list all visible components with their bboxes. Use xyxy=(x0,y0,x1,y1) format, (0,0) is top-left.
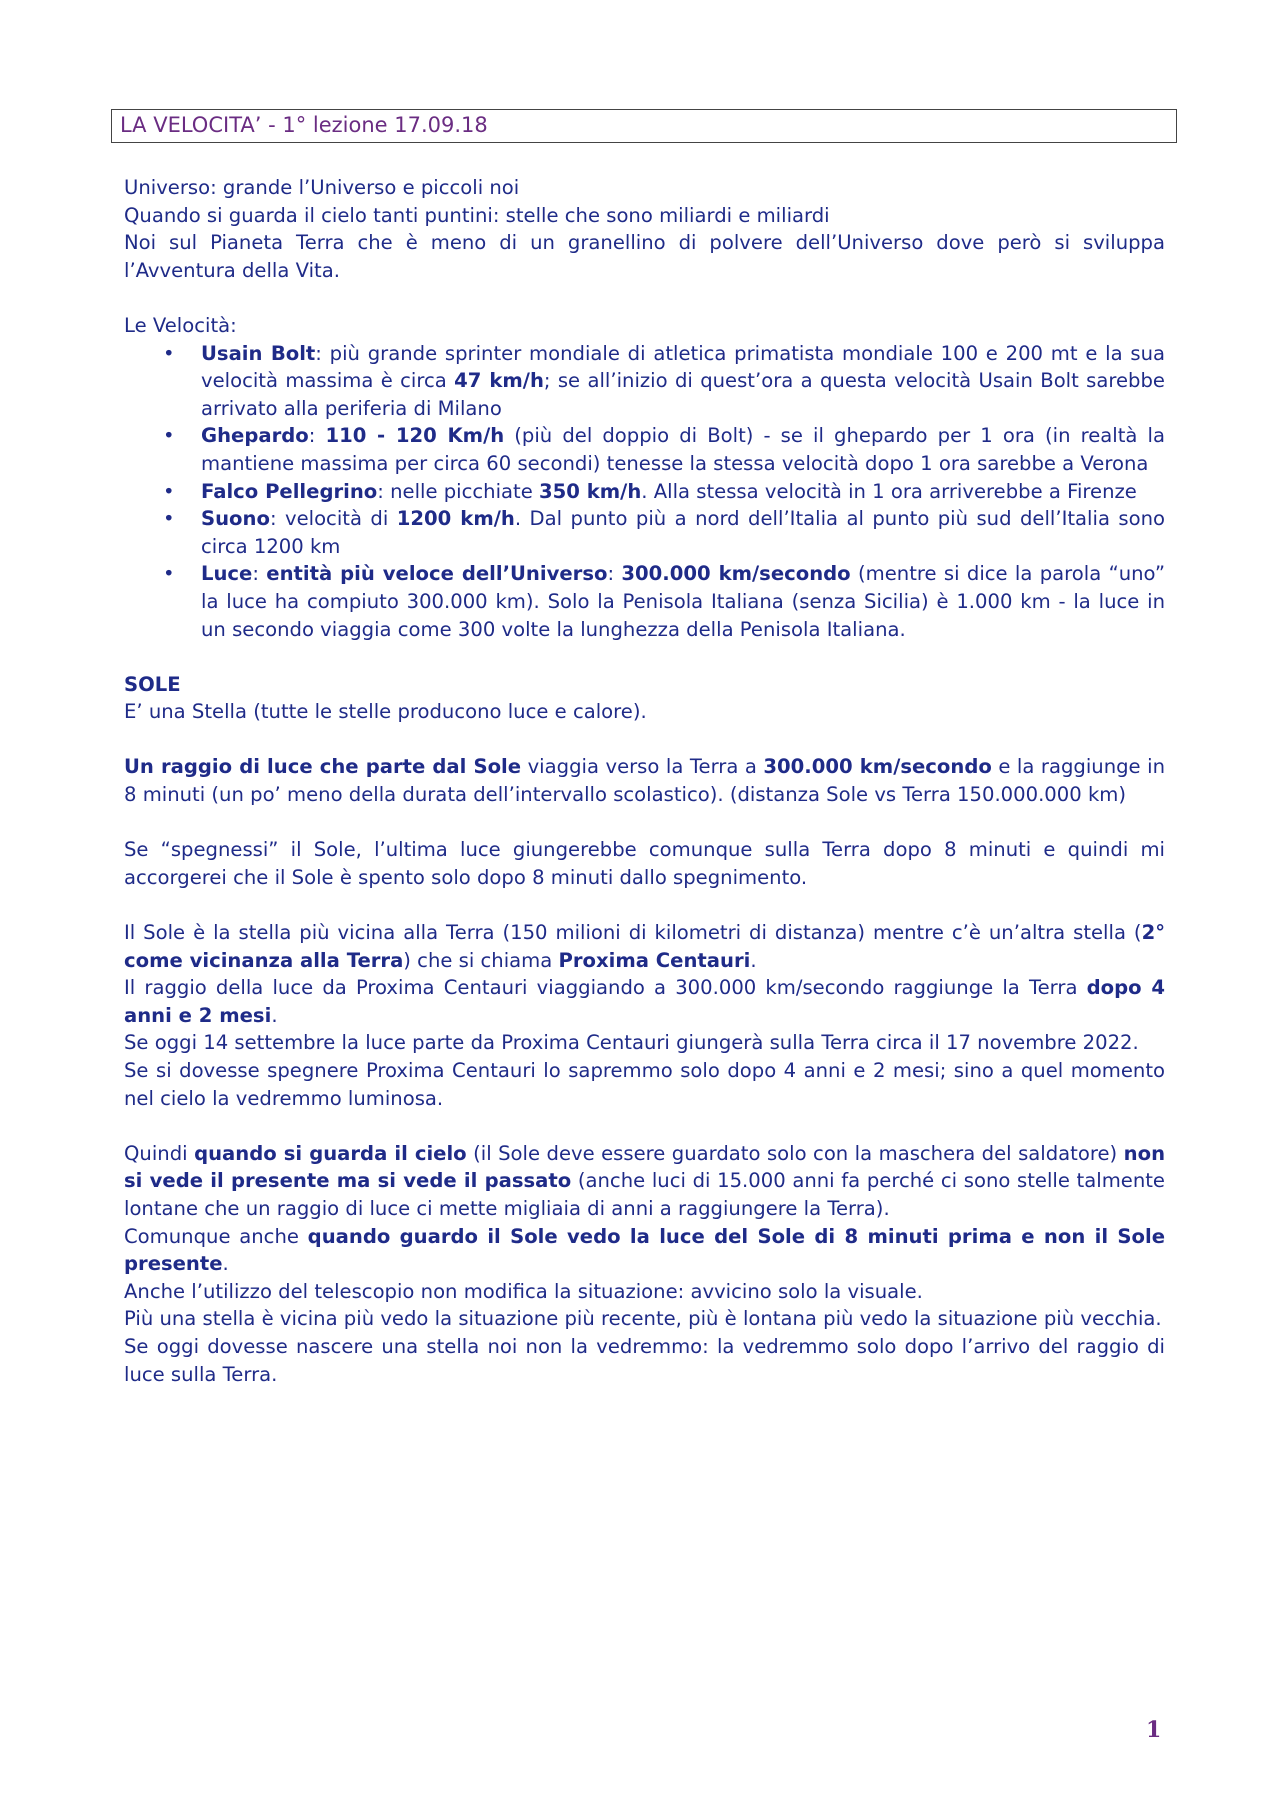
sole-heading: SOLE xyxy=(124,672,181,696)
list-item: • Falco Pellegrino: nelle picchiate 350 km/h. Alla stessa velocità in 1 ora arriverebbe a Firenze xyxy=(201,478,1165,506)
sole-paragraph-7: Se si dovesse spegnere Proxima Centauri lo sapremmo solo dopo 4 anni e 2 mesi; sino a quel momento nel cielo la vedremmo luminosa. xyxy=(124,1059,1165,1110)
intro-line-2: Quando si guarda il cielo tanti puntini: stelle che sono miliardi e miliardi xyxy=(124,203,830,227)
velocita-list xyxy=(124,340,1165,644)
sole-paragraph-3: Se “spegnessi” il Sole, l’ultima luce giungerebbe comunque sulla Terra dopo 8 minuti e quindi mi accorgerei che il Sole è spento solo dopo 8 minuti dallo spegnimento. xyxy=(124,838,1165,889)
page-title: LA VELOCITA’ - 1° lezione 17.09.18 xyxy=(111,109,1177,143)
sole-paragraph-8: Quindi quando si guarda il cielo (il Sole deve essere guardato solo con la maschera del saldatore) non si vede il presente ma si vede il passato (anche luci di 15.000 anni fa perché ci sono stelle talmente lontane che un raggio di luce ci mette migliaia di anni a raggiungere la Terra). xyxy=(124,1141,1166,1220)
page-number: 1 xyxy=(1146,1717,1162,1743)
sole-paragraph-12: Se oggi dovesse nascere una stella noi non la vedremmo: la vedremmo solo dopo l’arrivo del raggio di luce sulla Terra. xyxy=(124,1334,1165,1386)
velocita-heading: Le Velocità: xyxy=(124,313,237,337)
sole-paragraph-11: Più una stella è vicina più vedo la situazione più recente, più è lontana più vedo la situazione più vecchia. xyxy=(124,1307,1162,1331)
sole-paragraph-5: Il raggio della luce da Proxima Centauri viaggiando a 300.000 km/secondo raggiunge la Terra dopo 4 anni e 2 mesi. xyxy=(124,976,1165,1027)
intro-line-3: Noi sul Pianeta Terra che è meno di un granellino di polvere dell’Universo dove però si sviluppa l’Avventura della Vita. xyxy=(124,231,1165,282)
sole-paragraph-6: Se oggi 14 settembre la luce parte da Proxima Centauri giungerà sulla Terra circa il 17 novembre 2022. xyxy=(124,1031,1139,1055)
sole-paragraph-2: Un raggio di luce che parte dal Sole viaggia verso la Terra a 300.000 km/secondo e la raggiunge in 8 minuti (un po’ meno della durata dell’intervallo scolastico). (distanza Sole vs Terra 150.000.000 km) xyxy=(124,755,1165,807)
list-item: • Luce: entità più veloce dell’Universo: 300.000 km/secondo (mentre si dice la parola “uno” la luce ha compiuto 300.000 km). Solo la Penisola Italiana (senza Sicilia) è 1.000 km - la luce in un secondo viaggia come 300 volte la lunghezza della Penisola Italiana. xyxy=(201,560,1165,643)
intro-line-1: Universo: grande l’Universo e piccoli noi xyxy=(124,176,520,199)
list-item: • Usain Bolt: più grande sprinter mondiale di atletica primatista mondiale 100 e 200 mt e la sua velocità massima è circa 47 km/h; se all’inizio di quest’ora a questa velocità Usain Bolt sarebbe arrivato alla periferia di Milano xyxy=(201,340,1165,423)
sole-paragraph-4: Il Sole è la stella più vicina alla Terra (150 milioni di kilometri di distanza) mentre c’è un’altra stella (2° come vicinanza alla Terra) che si chiama Proxima Centauri. xyxy=(124,921,1165,972)
sole-line-1: E’ una Stella (tutte le stelle producono luce e calore). xyxy=(124,700,647,724)
sole-paragraph-9: Comunque anche quando guardo il Sole vedo la luce del Sole di 8 minuti prima e non il Sole presente. xyxy=(124,1224,1165,1276)
sole-paragraph-10: Anche l’utilizzo del telescopio non modifica la situazione: avvicino solo la visuale. xyxy=(124,1279,923,1303)
list-item: • Ghepardo: 110 - 120 Km/h (più del doppio di Bolt) - se il ghepardo per 1 ora (in realtà la mantiene massima per circa 60 secondi) tenesse la stessa velocità dopo 1 ora sarebbe a Verona xyxy=(201,422,1165,477)
list-item: • Suono: velocità di 1200 km/h. Dal punto più a nord dell’Italia al punto più sud dell’Italia sono circa 1200 km xyxy=(201,505,1165,560)
document-body xyxy=(124,174,1165,1388)
